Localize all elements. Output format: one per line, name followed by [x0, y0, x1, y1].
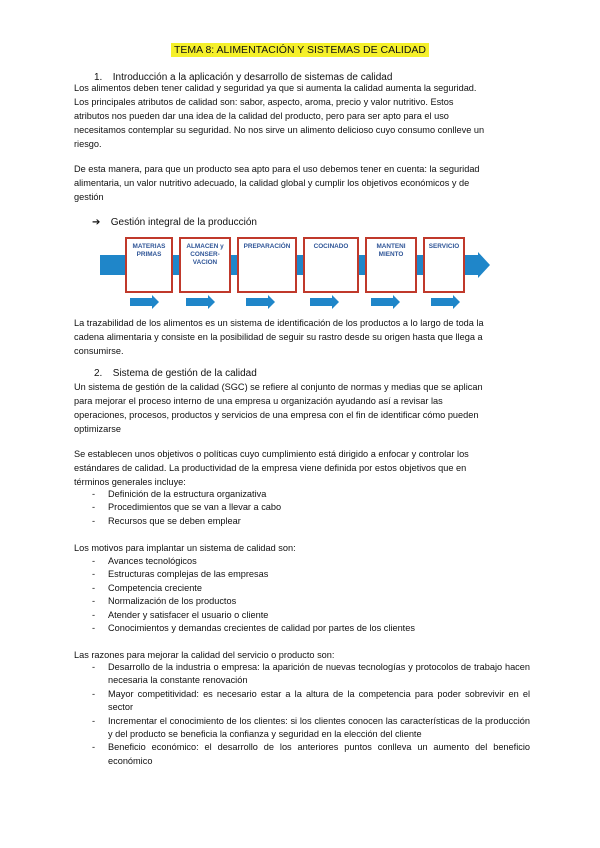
text-line: alimentaria, un valor nutritivo adecuado, la calidad global y cumplir los objetivos económicos y de — [74, 178, 470, 188]
list-item — [92, 568, 530, 581]
section-1-title: Introducción a la aplicación y desarrollo de sistemas de calidad — [112, 72, 393, 83]
stage-materias-primas — [125, 237, 173, 293]
reasons-list — [92, 661, 530, 768]
production-subheading — [92, 217, 257, 228]
text-line: Los alimentos deben tener calidad y seguridad ya que si aumenta la calidad aumenta la seguridad. — [74, 83, 477, 93]
stage-label: COCINADO — [313, 243, 349, 250]
section-2-paragraph-1 — [74, 380, 528, 436]
list-item-text: Conocimientos y demandas crecientes de calidad por partes de los clientes — [108, 623, 415, 634]
text-line: Un sistema de gestión de la calidad (SGC) se refiere al conjunto de normas y medias que se aplican — [74, 382, 483, 392]
stage-cocinado — [303, 237, 359, 293]
list-item — [92, 555, 530, 568]
text-line: cadena alimentaria y consiste en la posibilidad de seguir su rastro desde su origen hasta que llega a — [74, 332, 483, 342]
objectives-list — [92, 488, 530, 528]
list-item-text: Incrementar el conocimiento de los clientes: si los clientes conocen las características de la producción y del producto se beneficia la confianza y seguridad en la elección del cliente — [108, 715, 530, 740]
section-2-paragraph-3 — [74, 541, 528, 555]
dash-marker: - — [92, 515, 96, 526]
dash-marker: - — [92, 609, 96, 620]
dash-marker: - — [92, 662, 96, 672]
section-2-paragraph-4 — [74, 648, 528, 662]
text-line: Las razones para mejorar la calidad del servicio o producto son: — [74, 650, 335, 660]
stage-label: SERVICIO — [428, 243, 460, 250]
text-line: consumirse. — [74, 346, 124, 356]
dash-marker: - — [92, 569, 96, 580]
section-2-number: 2. — [94, 368, 103, 379]
section-1-number: 1. — [94, 72, 103, 83]
list-item — [92, 595, 530, 608]
small-arrow-icon — [186, 298, 208, 306]
motives-list — [92, 555, 530, 635]
flow-band-arrowhead — [478, 252, 490, 278]
list-item-text: Definición de la estructura organizativa — [108, 489, 267, 499]
text-line: atributos nos pueden dar una idea de la calidad del producto, pero para ser apto para el uso — [74, 111, 449, 121]
dash-marker: - — [92, 596, 96, 607]
list-item — [92, 715, 530, 742]
text-line: necesitamos contemplar su seguridad. No nos sirve un alimento delicioso cuyo consumo conlleve un — [74, 125, 485, 135]
list-item — [92, 688, 530, 715]
text-line: gestión — [74, 192, 104, 202]
list-item — [92, 488, 530, 501]
list-item-text: Normalización de los productos — [108, 596, 237, 607]
text-line: Los principales atributos de calidad son: sabor, aspecto, aroma, precio y valor nutritivo. Estos — [74, 97, 454, 107]
small-arrow-icon — [431, 298, 453, 306]
text-line: riesgo. — [74, 139, 102, 149]
dash-marker: - — [92, 502, 96, 513]
small-arrow-icon — [371, 298, 393, 306]
list-item — [92, 622, 530, 635]
stage-label: PREPARACIÓN — [243, 243, 291, 250]
section-2-heading — [94, 368, 257, 379]
list-item-text: Desarrollo de la industria o empresa: la aparición de nuevas tecnologías y protocolos de trabajo hacen necesaria la constante renovación — [108, 662, 530, 686]
dash-marker: - — [92, 623, 96, 634]
small-arrow-icon — [130, 298, 152, 306]
dash-marker: - — [92, 582, 96, 593]
production-subheading-text: Gestión integral de la producción — [110, 217, 257, 228]
list-item — [92, 661, 530, 688]
text-line: optimizarse — [74, 424, 121, 434]
list-item-text: Procedimientos que se van a llevar a cabo — [108, 502, 282, 513]
list-item-text: Mayor competitividad: es necesario estar a la altura de la competencia para poder sobrevivir en el sector — [108, 688, 530, 713]
section-1-paragraph-2 — [74, 162, 528, 204]
text-line: Los motivos para implantar un sistema de calidad son: — [74, 543, 296, 553]
stage-label: MANTENI MIENTO — [376, 243, 406, 258]
small-arrow-icon — [310, 298, 332, 306]
list-item-text: Beneficio económico: el desarrollo de los anteriores puntos conlleva un aumento del beneficio económico — [108, 742, 530, 766]
list-item-text: Atender y satisfacer el usuario o cliente — [108, 609, 269, 620]
text-line: operaciones, procesos, productos y servicios de una empresa con el fin de identificar cómo pueden — [74, 410, 479, 420]
text-line: La trazabilidad de los alimentos es un sistema de identificación de los productos a lo largo de toda la — [74, 318, 484, 328]
section-1-paragraph-3 — [74, 316, 528, 358]
stage-almacen — [179, 237, 231, 293]
list-item-text: Avances tecnológicos — [108, 556, 197, 566]
text-line: términos generales incluye: — [74, 477, 186, 487]
title-wrap — [0, 40, 600, 58]
stage-servicio — [423, 237, 465, 293]
dash-marker: - — [92, 556, 96, 566]
stage-mantenimiento — [365, 237, 417, 293]
dash-marker: - — [92, 742, 96, 753]
stage-label: MATERIAS PRIMAS — [132, 243, 166, 258]
list-item — [92, 741, 530, 768]
stage-label: ALMACEN y CONSER-VACION — [186, 243, 224, 266]
text-line: Se establecen unos objetivos o políticas cuyo cumplimiento está dirigido a enfocar y controlar los — [74, 449, 469, 459]
arrow-right-icon: ➔ — [92, 217, 101, 228]
document-title: TEMA 8: ALIMENTACIÓN Y SISTEMAS DE CALIDAD — [171, 43, 429, 57]
dash-marker: - — [92, 489, 96, 499]
list-item-text: Competencia creciente — [108, 582, 202, 593]
list-item — [92, 515, 530, 528]
list-item-text: Recursos que se deben emplear — [108, 515, 241, 526]
dash-marker: - — [92, 715, 96, 726]
list-item — [92, 609, 530, 622]
section-2-paragraph-2 — [74, 447, 528, 489]
section-2-title: Sistema de gestión de la calidad — [112, 368, 257, 379]
section-1-paragraph-1 — [74, 81, 528, 151]
list-item — [92, 582, 530, 595]
small-arrow-icon — [246, 298, 268, 306]
text-line: De esta manera, para que un producto sea apto para el uso debemos tener en cuenta: la seguridad — [74, 164, 480, 174]
list-item-text: Estructuras complejas de las empresas — [108, 569, 269, 580]
stage-preparacion — [237, 237, 297, 293]
text-line: estándares de calidad. La productividad de la empresa viene definida por estos objetivos que en — [74, 463, 467, 473]
list-item — [92, 501, 530, 514]
dash-marker: - — [92, 688, 96, 699]
text-line: para mejorar el proceso interno de una empresa u organización ayudando así a revisar las — [74, 396, 443, 406]
